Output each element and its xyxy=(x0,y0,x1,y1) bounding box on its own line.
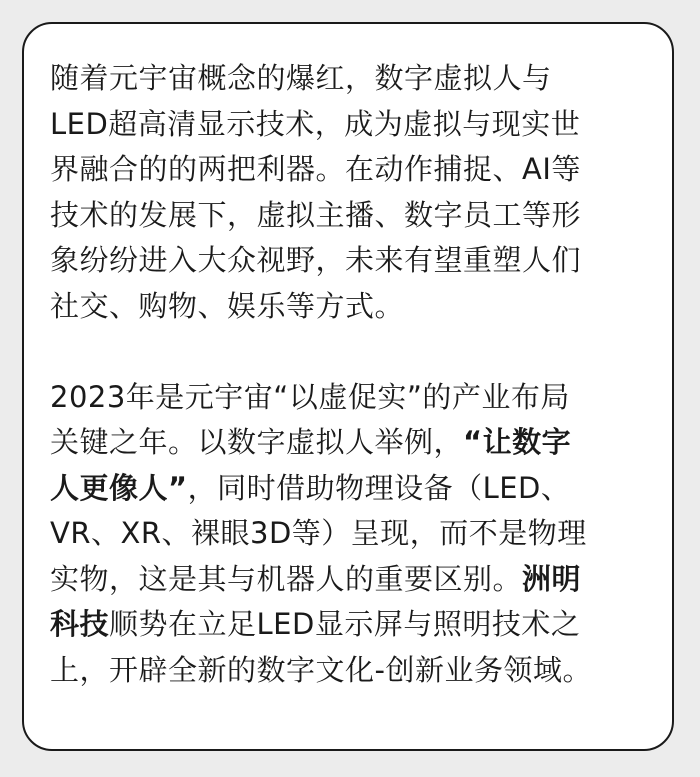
bold-quote-end: 人更像人” xyxy=(50,470,188,505)
article-text xyxy=(50,56,620,693)
text-line: 关键之年。以数字虚拟人举例， xyxy=(50,425,464,459)
text-line: 象纷纷进入大众视野，未来有望重塑人们 xyxy=(50,243,582,277)
bold-company-name-start: 洲明 xyxy=(522,561,582,596)
text-line: 实物，这是其与机器人的重要区别。 xyxy=(50,561,523,596)
text-line: 顺势在立足LED显示屏与照明技术之 xyxy=(109,607,581,641)
paragraph-metaverse-intro xyxy=(50,56,620,329)
text-line: LED超高清显示技术，成为虚拟与现实世 xyxy=(50,106,581,141)
text-line: 界融合的的两把利器。在动作捕捉、AI等 xyxy=(50,152,581,186)
text-line: ，同时借助物理设备（LED、 xyxy=(187,470,571,505)
text-line: 2023年是元宇宙“以虚促实”的产业布局 xyxy=(50,379,570,414)
paragraph-2023-layout xyxy=(50,375,620,694)
text-line: 随着元宇宙概念的爆红，数字虚拟人与 xyxy=(50,61,552,95)
bold-company-name-end: 科技 xyxy=(50,607,110,641)
text-line: VR、XR、裸眼3D等）呈现，而不是物理 xyxy=(50,516,587,550)
text-line: 技术的发展下，虚拟主播、数字员工等形 xyxy=(50,197,582,232)
text-line: 社交、购物、娱乐等方式。 xyxy=(50,288,405,323)
bold-quote-start: “让数字 xyxy=(463,425,572,459)
text-line: 上，开辟全新的数字文化-创新业务领域。 xyxy=(50,652,592,687)
